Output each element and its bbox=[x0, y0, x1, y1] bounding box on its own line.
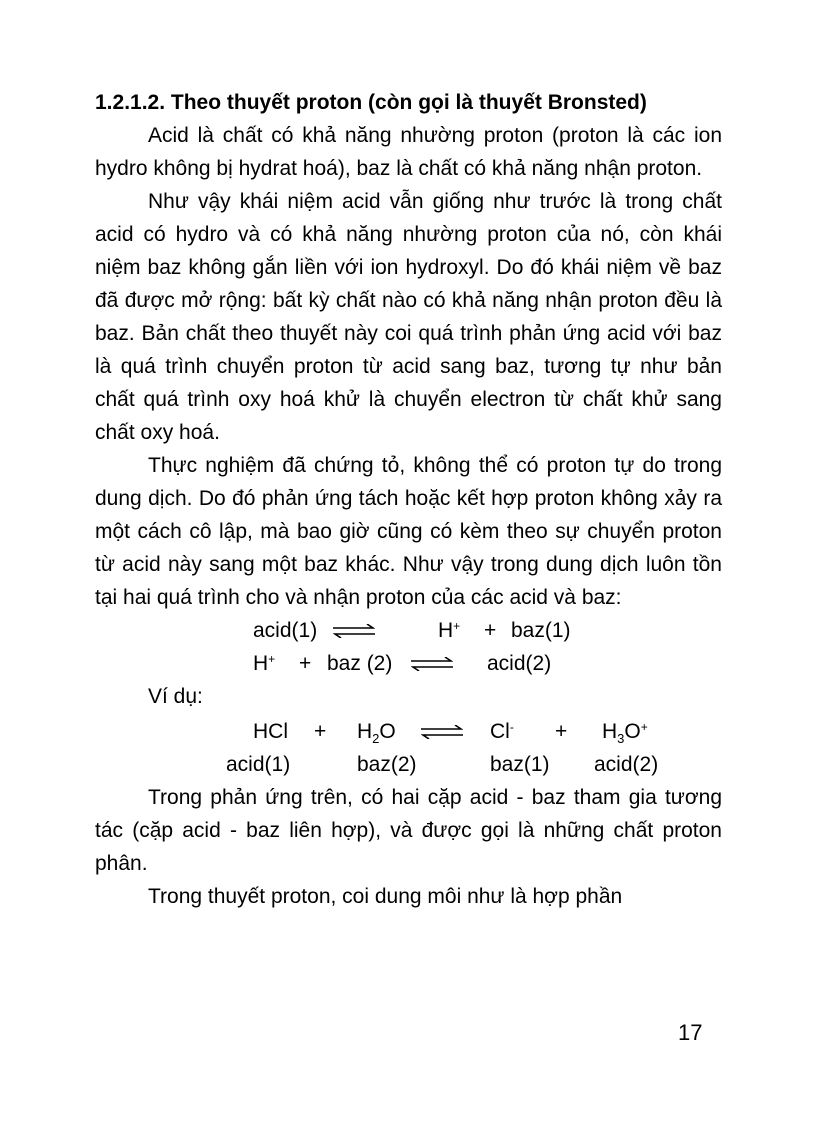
example-label: Ví dụ: bbox=[148, 685, 203, 708]
example-equation bbox=[95, 715, 722, 748]
plus-2: + bbox=[555, 720, 568, 743]
equilibrium-arrow-icon bbox=[333, 624, 375, 638]
section-heading: 1.2.1.2. Theo thuyết proton (còn gọi là thuyết Bronsted) bbox=[95, 91, 647, 114]
equilibrium-arrow-icon bbox=[411, 657, 453, 671]
paragraph-3: Thực nghiệm đã chứng tỏ, không thể có proton tự do trong dung dịch. Do đó phản ứng tách hoặc kết hợp proton không xảy ra một cách cô lập, mà bao giờ cũng có kèm theo sự chuyển proton từ acid này sang một baz khác. Như vậy trong dung dịch luôn tồn tại hai quá trình cho và nhận proton của các acid và baz: bbox=[95, 454, 722, 609]
eq1-right: baz(1) bbox=[511, 619, 571, 642]
page-content bbox=[95, 86, 722, 913]
label-baz-2: baz(2) bbox=[357, 753, 417, 776]
cl-ion: Cl- bbox=[490, 720, 514, 743]
equation-2 bbox=[95, 647, 722, 680]
plus-1: + bbox=[314, 720, 327, 743]
equation-1 bbox=[95, 614, 722, 647]
eq2-plus: + bbox=[299, 652, 312, 675]
eq1-left: acid(1) bbox=[253, 619, 318, 642]
h2o: $H_2O$ bbox=[357, 720, 396, 746]
label-acid-1: acid(1) bbox=[226, 753, 291, 776]
example-labels bbox=[95, 748, 722, 781]
paragraph-5: Trong thuyết proton, coi dung môi như là hợp phần bbox=[148, 885, 623, 908]
label-baz-1: baz(1) bbox=[490, 753, 550, 776]
eq1-proton: H+ bbox=[438, 619, 461, 642]
eq1-plus: + bbox=[484, 619, 497, 642]
page-number: 17 bbox=[678, 1020, 703, 1045]
eq2-proton: H+ bbox=[253, 652, 276, 675]
paragraph-1: Acid là chất có khả năng nhường proton (proton là các ion hydro không bị hydrat hoá), baz là chất có khả năng nhận proton. bbox=[95, 124, 722, 180]
paragraph-2: Như vậy khái niệm acid vẫn giống như trước là trong chất acid có hydro và có khả năng nhường proton của nó, còn khái niệm baz không gắn liền với ion hydroxyl. Do đó khái niệm về baz đã được mở rộng: bất kỳ chất nào có khả năng nhận proton đều là baz. Bản chất theo thuyết này coi quá trình phản ứng acid với baz là quá trình chuyển proton từ acid sang baz, tương tự như bản chất quá trình oxy hoá khử là chuyển electron từ chất khử sang chất oxy hoá. bbox=[95, 190, 722, 444]
h3o-ion: $H_3O^+$ bbox=[602, 720, 648, 746]
equilibrium-arrow-icon bbox=[421, 725, 463, 739]
paragraph-4: Trong phản ứng trên, có hai cặp acid - baz tham gia tương tác (cặp acid - baz liên hợp), và được gọi là những chất proton phân. bbox=[95, 786, 722, 875]
eq2-left: baz (2) bbox=[327, 652, 393, 675]
eq2-right: acid(2) bbox=[487, 652, 552, 675]
hcl: HCl bbox=[253, 720, 288, 743]
label-acid-2: acid(2) bbox=[594, 753, 659, 776]
